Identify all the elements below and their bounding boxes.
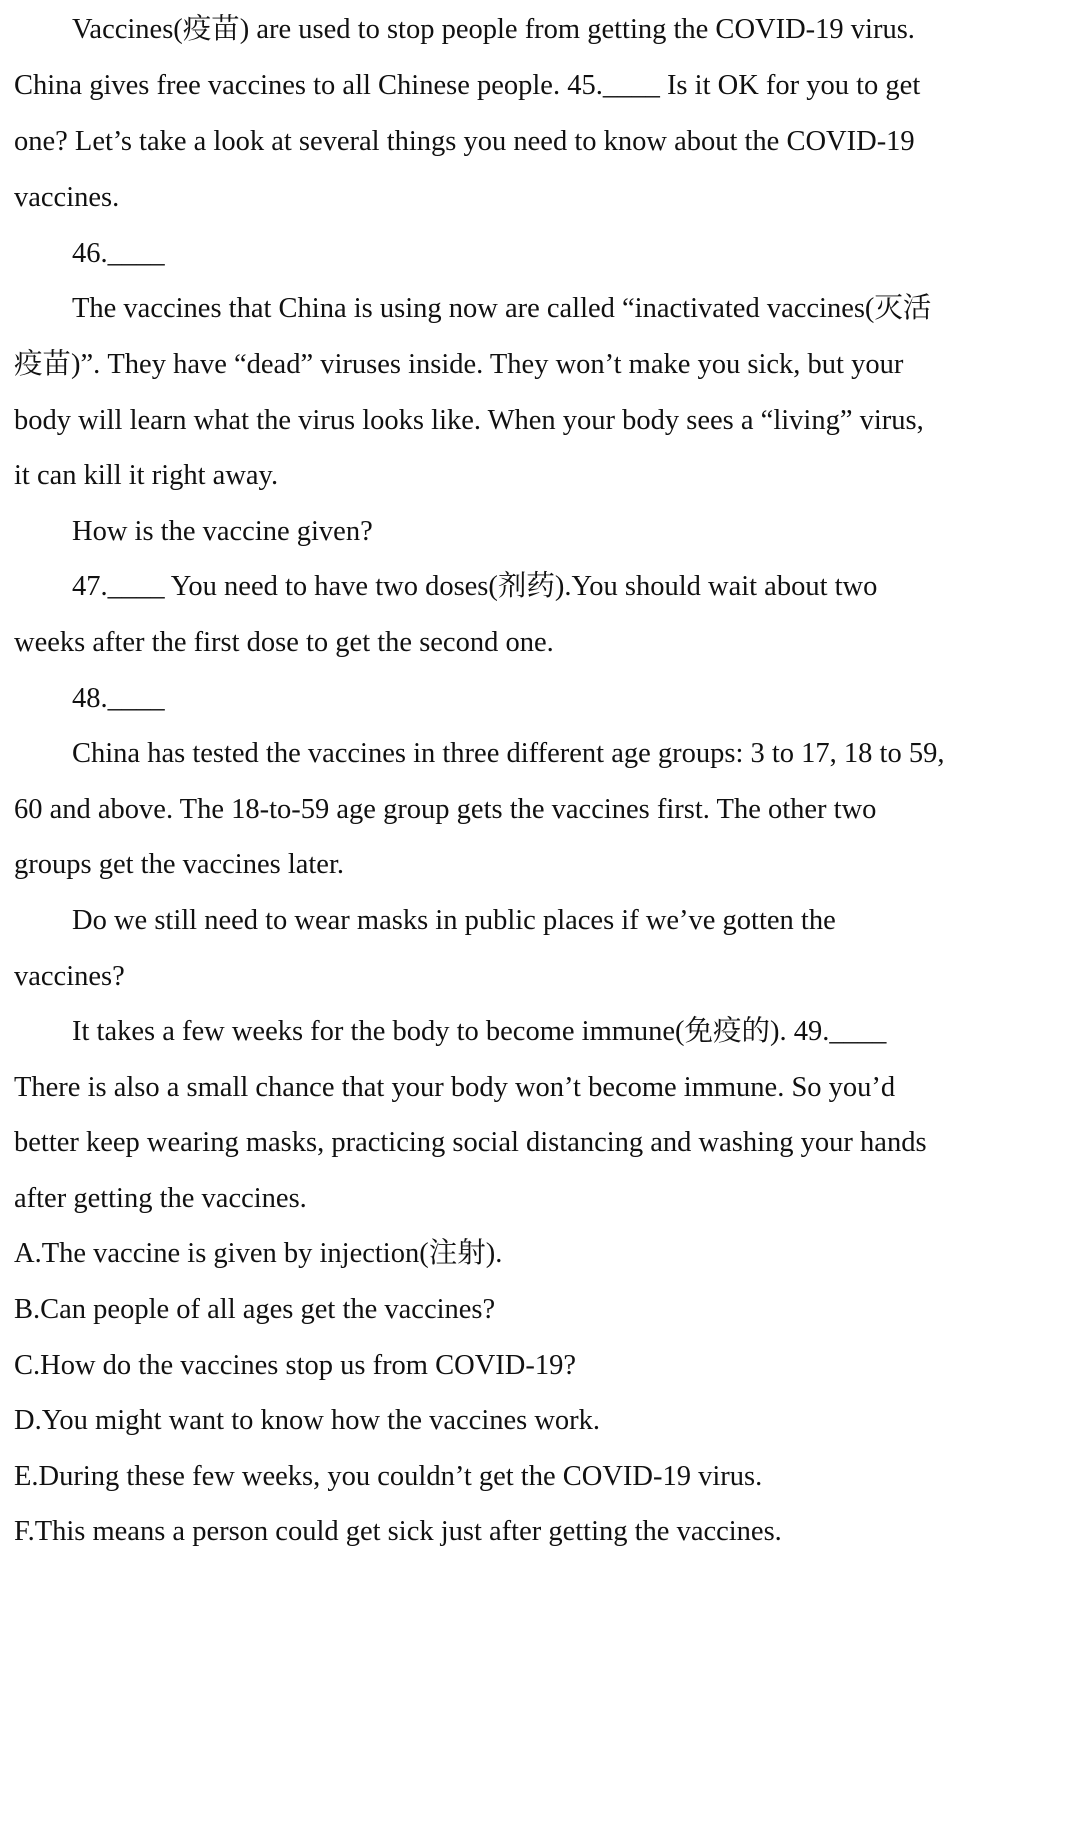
blank-48: 48.____ [72, 683, 165, 714]
subheading-question: vaccines? [14, 961, 125, 992]
subheading-question: How is the vaccine given? [72, 516, 373, 547]
passage-line: There is also a small chance that your body won’t become immune. So you’d [14, 1072, 896, 1103]
passage-line: after getting the vaccines. [14, 1183, 307, 1214]
passage-line: 60 and above. The 18-to-59 age group gets the vaccines first. The other two [14, 794, 877, 825]
option-e: E.During these few weeks, you couldn’t get the COVID-19 virus. [14, 1461, 763, 1492]
passage-line: The vaccines that China is using now are called “inactivated vaccines(灭活 [72, 293, 932, 324]
passage-line: China gives free vaccines to all Chinese people. 45.____ Is it OK for you to get [14, 70, 921, 101]
passage-line: one? Let’s take a look at several things you need to know about the COVID-19 [14, 126, 915, 157]
passage-line: vaccines. [14, 182, 120, 213]
passage-line: Vaccines(疫苗) are used to stop people from getting the COVID-19 virus. [72, 14, 915, 45]
passage-line: groups get the vaccines later. [14, 849, 345, 880]
passage-line: weeks after the first dose to get the second one. [14, 627, 554, 658]
passage-line: 疫苗)”. They have “dead” viruses inside. They won’t make you sick, but your [14, 349, 904, 380]
passage-line: It takes a few weeks for the body to become immune(免疫的). 49.____ [72, 1016, 887, 1047]
passage-line: 47.____ You need to have two doses(剂药).You should wait about two [72, 571, 878, 602]
option-b: B.Can people of all ages get the vaccines? [14, 1294, 496, 1325]
passage-line: China has tested the vaccines in three different age groups: 3 to 17, 18 to 59, [72, 738, 945, 769]
passage-line: better keep wearing masks, practicing social distancing and washing your hands [14, 1127, 927, 1158]
option-f: F.This means a person could get sick just after getting the vaccines. [14, 1516, 782, 1547]
subheading-question: Do we still need to wear masks in public places if we’ve gotten the [72, 905, 836, 936]
passage-line: it can kill it right away. [14, 460, 279, 491]
option-a: A.The vaccine is given by injection(注射). [14, 1238, 503, 1269]
blank-46: 46.____ [72, 238, 165, 269]
option-c: C.How do the vaccines stop us from COVID-19? [14, 1350, 576, 1381]
passage-line: body will learn what the virus looks like. When your body sees a “living” virus, [14, 405, 924, 436]
option-d: D.You might want to know how the vaccines work. [14, 1405, 601, 1436]
